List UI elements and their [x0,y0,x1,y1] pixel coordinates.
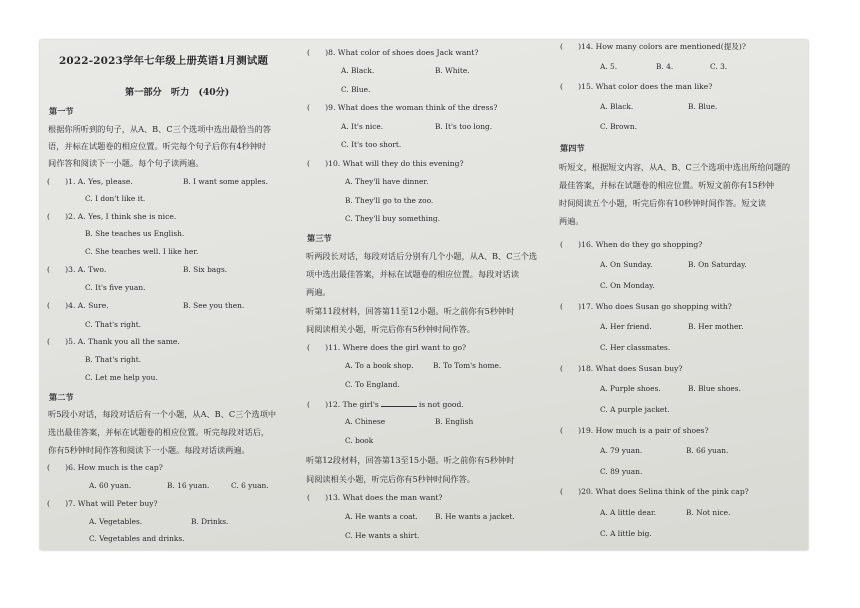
option-a: A. 79 yuan. [600,446,643,455]
question-stem: )6. How much is the cap? [65,463,163,472]
question-stem: )19. How much is a pair of shoes? [578,426,709,435]
exam-title: 2022-2023学年七年级上册英语1月测试题 [59,55,269,67]
option-a: A. To a book shop. [345,361,414,370]
option-c: C. Let me help you. [85,373,158,382]
question-stem: )9. What does the woman think of the dress? [325,103,498,112]
question-stem: )4. A. Sure. [65,301,109,310]
part-one-heading: 第一部分 听力 (40分) [125,87,230,98]
question-stem: )11. Where does the girl want to go? [325,343,467,352]
question-stem: )13. What does the man want? [325,493,443,502]
question-stem: )8. What color of shoes does Jack want? [325,48,479,57]
material-11-intro-line: 间阅读相关小题，听完后你有5秒钟时间作答。 [306,324,475,334]
question-18: ( )18. What does Susan buy? [560,364,683,373]
question-9: ( )9. What does the woman think of the dress? [307,103,498,112]
question-3: ( )3. A. Two. [47,265,107,274]
question-14: ( )14. How many colors are mentioned(提及)? [560,42,746,51]
option-c: C. On Monday. [600,281,655,290]
option-a: A. Her friend. [600,322,652,331]
option-c: C. A purple jacket. [600,405,670,414]
question-12: ( )12. The girl's is not good. [307,400,464,409]
question-13: ( )13. What does the man want? [307,493,443,502]
option-b: B. To Tom's home. [433,361,502,370]
question-stem: )20. What does Selina think of the pink cap? [578,487,749,496]
question-stem: )17. Who does Susan go shopping with? [578,302,732,311]
option-a: A. Purple shoes. [600,384,661,393]
option-b: B. English [435,417,474,426]
answer-blank [381,399,417,407]
section-4-intro-line: 时间阅读五个小题，听完后你有10秒钟时间作答。短文读 [559,198,766,208]
question-7: ( )7. What will Peter buy? [47,499,158,508]
question-stem: )16. When do they go shopping? [578,240,703,249]
section-4-intro-line: 两遍。 [559,216,584,226]
section-1-heading: 第一节 [49,106,74,116]
question-stem: )3. A. Two. [65,265,107,274]
option-b: B. He wants a jacket. [435,512,515,521]
exam-sheet [40,40,808,550]
option-b: B. See you then. [183,301,245,310]
option-c: C. 3. [710,62,728,71]
question-stem: )18. What does Susan buy? [578,364,683,373]
question-5: ( )5. A. Thank you all the same. [47,337,180,346]
question-4: ( )4. A. Sure. [47,301,109,310]
option-b: B. 4. [656,62,674,71]
material-11-intro-line: 听第11段材料，回答第11至12小题。听之前你有5秒钟时 [306,306,515,316]
option-c: C. It's too short. [341,140,402,149]
section-2-intro-line: 听5段小对话，每段对话后有一个小题，从A、B、C三个选项中 [48,409,277,419]
question-stem: )1. A. Yes, please. [65,177,133,186]
option-c: C. It's five yuan. [85,283,146,292]
section-3-intro-line: 两遍。 [306,287,331,297]
question-1: ( )1. A. Yes, please. [47,177,133,186]
material-12-intro-line: 间阅读相关小题，听完后你有5秒钟时间作答。 [306,474,475,484]
option-c: C. Blue. [341,85,371,94]
section-2-intro-line: 选出最佳答案，并标在试题卷的相应位置。听完每段对话后， [48,427,270,437]
option-b: B. She teaches us English. [85,229,185,238]
question-2: ( )2. A. Yes, I think she is nice. [47,212,177,221]
section-4-heading: 第四节 [560,143,585,153]
option-b: B. Her mother. [688,322,744,331]
option-c: C. Brown. [600,122,637,131]
option-c: C. They'll buy something. [345,214,441,223]
question-6: ( )6. How much is the cap? [47,463,163,472]
question-8: ( )8. What color of shoes does Jack want? [307,48,479,57]
question-stem: )5. A. Thank you all the same. [65,337,180,346]
section-4-intro-line: 最佳答案，并标在试题卷的相应位置。听短文前你有15秒钟 [559,180,775,190]
option-b: B. 66 yuan. [686,446,729,455]
question-stem: )15. What color does the man like? [578,82,713,91]
option-b: B. It's too long. [435,122,493,131]
question-stem-tail: is not good. [418,400,464,409]
option-b: B. That's right. [85,355,142,364]
option-a: A. A little dear. [600,508,657,517]
option-a: A. He wants a coat. [345,512,418,521]
question-15: ( )15. What color does the man like? [560,82,713,91]
section-3-intro-line: 听两段长对话，每段对话后分别有几个小题，从A、B、C三个选 [306,251,538,261]
question-stem: )14. How many colors are mentioned(提及)? [578,42,746,51]
option-b: B. Blue. [688,102,718,111]
option-c: C. A little big. [600,529,652,538]
option-c: C. 6 yuan. [231,481,269,490]
section-4-intro-line: 听短文，根据短文内容，从A、B、C三个选项中选出所给问题的 [559,162,791,172]
section-2-heading: 第二节 [49,392,74,402]
option-b: B. Blue shoes. [688,384,741,393]
option-b: B. Six bags. [183,265,228,274]
section-2-intro-line: 你有5秒钟时间作答和阅读下一小题。每段对话读两遍。 [48,445,250,455]
option-a: A. Chinese [345,417,386,426]
question-17: ( )17. Who does Susan go shopping with? [560,302,732,311]
option-a: A. It's nice. [341,122,384,131]
question-19: ( )19. How much is a pair of shoes? [560,426,709,435]
material-12-intro-line: 听第12段材料，回答第13至15小题。听之前你有5秒钟时 [306,455,515,465]
option-c: C. I don't like it. [85,194,146,203]
question-stem: )2. A. Yes, I think she is nice. [65,212,177,221]
option-c: C. She teaches well. I like her. [85,247,199,256]
option-c: C. That's right. [85,320,142,329]
option-c: C. He wants a shirt. [345,531,420,540]
option-b: B. Not nice. [686,508,731,517]
option-c: C. Vegetables and drinks. [89,534,185,543]
question-11: ( )11. Where does the girl want to go? [307,343,467,352]
option-b: B. On Saturday. [688,260,747,269]
option-c: C. book [345,436,374,445]
option-b: B. Drinks. [191,517,229,526]
option-b: B. I want some apples. [183,177,268,186]
question-20: ( )20. What does Selina think of the pink cap? [560,487,749,496]
section-3-intro-line: 项中选出最佳答案，并标在试题卷的相应位置。每段对话读 [306,269,519,279]
question-10: ( )10. What will they do this evening? [307,159,464,168]
question-16: ( )16. When do they go shopping? [560,240,703,249]
section-3-heading: 第三节 [307,233,332,243]
question-stem: )12. The girl's [325,400,379,409]
option-b: B. White. [435,66,470,75]
section-1-intro-line: 根据你所听到的句子，从A、B、C三个选项中选出最恰当的答 [48,124,271,134]
option-c: C. 89 yuan. [600,467,643,476]
option-a: A. Vegetables. [89,517,143,526]
section-1-intro-line: 语，并标在试题卷的相应位置。听完每个句子后你有4秒钟时 [48,141,267,151]
option-a: A. They'll have dinner. [345,177,429,186]
question-stem: )7. What will Peter buy? [65,499,158,508]
option-a: A. On Sunday. [600,260,653,269]
option-a: A. 60 yuan. [89,481,132,490]
option-a: A. 5. [600,62,618,71]
option-c: C. To England. [345,380,400,389]
option-a: A. Black. [341,66,375,75]
option-b: B. 16 yuan. [167,481,210,490]
section-1-intro-line: 间作答和阅读下一小题。每个句子读两遍。 [48,158,204,168]
question-stem: )10. What will they do this evening? [325,159,464,168]
option-c: C. Her classmates. [600,343,671,352]
option-b: B. They'll go to the zoo. [345,196,434,205]
option-a: A. Black. [600,102,634,111]
